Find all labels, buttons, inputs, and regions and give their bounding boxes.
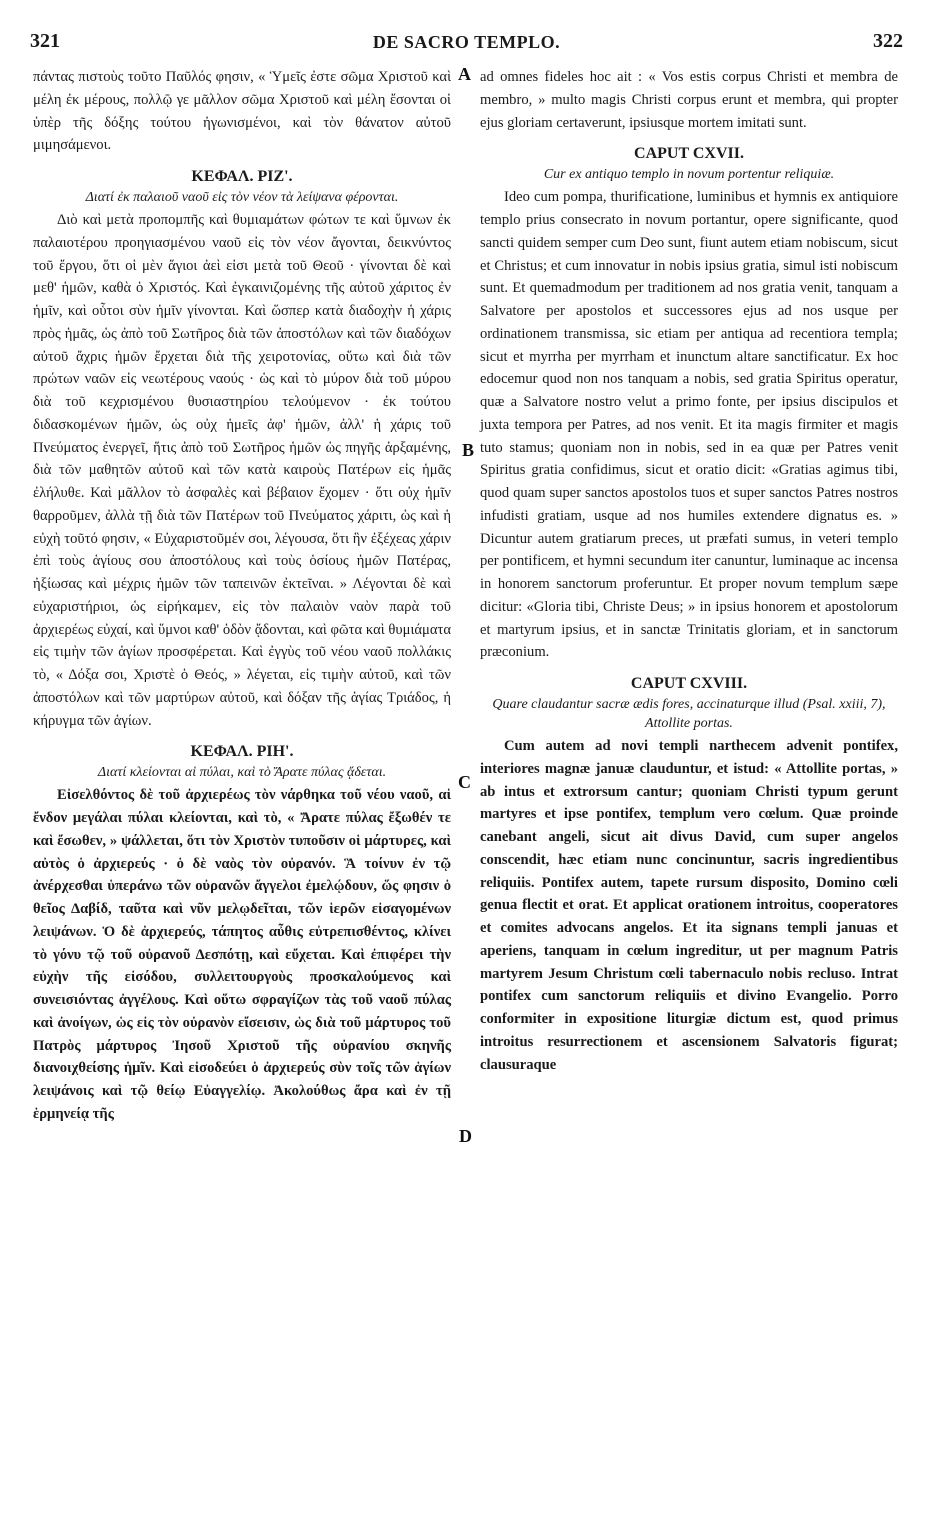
- latin-chapter-heading-118: CAPUT CXVIII.: [630, 675, 748, 692]
- latin-column: [480, 64, 898, 1530]
- latin-chapter-subtitle-117: Cur ex antiquo templo in novum portentur reliquiæ.: [543, 167, 835, 183]
- latin-chapter-subtitle-118: Quare claudantur sacræ ædis fores, accinaturque illud (Psal. xxiii, 7), Attollite portas.: [492, 697, 886, 731]
- section-marker-a: A: [458, 64, 471, 84]
- greek-paragraph-118: Εἰσελθόντος δὲ τοῦ ἀρχιερέως τὸν νάρθηκα τοῦ νέου ναοῦ, αἱ ἔνδον μεγάλαι πύλαι κλείονται, καὶ τὸ, « Ἄρατε πύλας ἔξωθέν τε καὶ ἔσωθεν, » ψάλλεται, ὅτι τὸν Χριστὸν τυποῦσιν οἱ μάρτυρες, καὶ αὐτὸς ὁ ἀρχιερεύς · ὁ δὲ ναὸς τὸν οὐρανόν. Ἃ τοίνυν ἐν τῷ ἀνέρχεσθαι ὑπεράνω τῶν οὐρανῶν ἄγγελοι ἐμελῴδουν, ὥς φησιν ὁ θεῖος Δαβίδ, ταῦτα καὶ νῦν μελῳδεῖται, τῶν ἱερῶν εἰσαγομένων λειψάνων. Ὁ δὲ ἀρχιερεύς, τάπητος αὖθις εὐτρεπισθέντος, κλίνει τὸ γόνυ τῷ τοῦ οὐρανοῦ Δεσπότῃ, καὶ εὔχεται. Καὶ ἐπιφέρει τὴν εὐχὴν τῆς εἰσόδου, συλλειτουργοὺς προσκαλούμενος καὶ συνεισιόντας ἀγγέλους. Καὶ οὕτω σφραγίζων τὰς τοῦ ναοῦ πύλας καὶ ἀνοίγων, ὡς εἰς τὸν οὐρανὸν εἴσεισιν, ὡς διὰ τοῦ μάρτυρος τοῦ Πατρὸς μάρτυρος Ἰησοῦ Χριστοῦ τῆς οὐρανίου σκηνῆς διανοιχθείσης ἡμῖν. Καὶ εἰσοδεύει ὁ ἀρχιερεύς σὺν τοῖς τῶν ἁγίων λειψάνοις καὶ τῷ θείῳ Εὐαγγελίῳ. Ἀκολούθως ἄρα καὶ ἐν τῇ ἑρμηνείᾳ τῆς: [33, 787, 451, 1122]
- greek-chapter-subtitle-118: Διατί κλείονται αἱ πύλαι, καὶ τὸ Ἄρατε πύλας ᾄδεται.: [97, 765, 387, 781]
- page-header: [30, 30, 903, 60]
- greek-paragraph-117: Διὸ καὶ μετὰ προπομπῆς καὶ θυμιαμάτων φώτων τε καὶ ὕμνων ἐκ παλαιοτέρου προηγιασμένου ναοῦ εἰς τὸν νέον ἄγονται, δεικνύντος τοῦ ἔργου, ὅτι οἱ μὲν ἅγιοι ἀεὶ εἰσι μετὰ τοῦ Θεοῦ · γίνονται δὲ καὶ μεθ' ἡμῶν, καθὰ ὁ Χριστός. Καὶ ἐγκαινιζομένης τῆς αὐτοῦ χάριτος ἐν ἡμῖν, καὶ οὗτοι σὺν ἡμῖν γίνονται. Καὶ ὥσπερ κατὰ διαδοχὴν ἡ χάρις πρὸς ἡμᾶς, ὡς ἀπὸ τοῦ Σωτῆρος διὰ τῶν ἀποστόλων καὶ τῶν διαδόχων αὐτοῦ ἄχρις ἡμῶν ἔρχεται διὰ τῆς χειροτονίας, οὕτω καὶ διὰ τῶν πρώτων ναῶν εἰς νεωτέρους ναούς · ὡς καὶ τὸ μύρον διὰ τοῦ μύρου διὰ τοῦ κεχρισμένου θυσιαστηρίου τελούμενον · ἐκ τούτου διδασκομένων ἡμῶν, ὡς οὐχ ἡμεῖς ἀφ' ἡμῶν, ἀλλ' ἡ χάρις τοῦ Πνεύματος ἐνεργεῖ, ἥτις ἀπὸ τοῦ Σωτῆρος ἡμῶν ὡς πηγῆς ἀρξαμένης, διὰ τῶν μαθητῶν αὐτοῦ καὶ τῶν κατὰ καιροὺς Πατέρων εἰς ἡμᾶς ἐλήλυθε. Καὶ μᾶλλον τὸ ἀσφαλὲς καὶ βέβαιον ἔχομεν · ὅτι οὐχ ἡμῖν θαρροῦμεν, ἀλλὰ τῇ διὰ τῶν Πατέρων τοῦ Πνεύματος χάριτι, ὡς καὶ ἡ εὐχὴ τοῦτό φησιν, « Εὐχαριστοῦμέν σοι, λέγουσα, ὅτι ἣν ἐξέχεας χάριν ἐπὶ τοὺς ἁγίους σου ἀποστόλους καὶ τοὺς ὁσίους ἡμῶν Πατέρας, ἠξίωσας καὶ μέχρις ἡμῶν τῶν ταπεινῶν ἐκτεῖναι. » Λέγονται δὲ καὶ εὐχαριστήριοι, ὡς εἰρήκαμεν, εἰς τὸν παλαιὸν ναὸν παρὰ τοῦ ἀρχιερέως εὐχαί, καὶ ὕμνοι καθ' ὁδὸν ᾄδονται, καὶ φῶτα καὶ θυμιάματα εἰς τιμὴν τῶν ἁγίων προσφέρεται. Καὶ ἐγγὺς τοῦ νέου ναοῦ πολλάκις τὸ, « Δόξα σοι, Χριστὲ ὁ Θεός, » λέγεται, εἰς τιμὴν αὐτοῦ, καὶ τῶν ἀποστόλων καὶ τῶν μαρτύρων αὐτοῦ, καὶ δόξαν τῆς ἁγίας Τριάδος, ἡ κήρυγμα τῶν ἁγίων.: [33, 212, 451, 729]
- page-number-left: 321: [30, 30, 60, 52]
- greek-paragraph-intro: πάντας πιστοὺς τοῦτο Παῦλός φησιν, « Ὑμεῖς ἐστε σῶμα Χριστοῦ καὶ μέλη ἐκ μέρους, πολλῷ γε μᾶλλον σῶμα Χριστοῦ καὶ μέλη ἔσονται οἱ ὑπὲρ τῆς δόξης τούτου ἠγωνισμένοι, καὶ τὸν θάνατον αὐτοῦ μιμησάμενοι.: [33, 69, 451, 154]
- page-number-right: 322: [873, 30, 903, 52]
- greek-chapter-heading-117: ΚΕΦΑΛ. ΡΙΖ'.: [191, 168, 293, 185]
- greek-chapter-heading-118: ΚΕΦΑΛ. ΡΙΗ'.: [190, 743, 294, 761]
- running-title: DE SACRO TEMPLO.: [372, 32, 561, 52]
- latin-paragraph-118: Cum autem ad novi templi narthecem advenit pontifex, interiores magnæ januæ clauduntur, et istud: « Attollite portas, » ab intus et extrorsum cantur; quoniam Christi typum gerunt martyres et ipse pontifex, templum vero cœlum. Quæ proinde canebant angeli, sicut ait divus David, cum super angelos conscendit, hæc etiam nunc concinuntur, sacris ingredientibus reliquiis. Pontifex autem, tapete rursum disposito, Domino cœli genua flectit et orat. Et applicat orationem introitus, cooperatores et comites advocans angelos. Et ita signans templi januas et aperiens, tanquam in cœlum ingreditur, ut per magnum Patris martyrem Jesum Christum cœli tabernaculo nobis recluso. Intrat pontifex cum sanctorum reliquiis et divino Evangelio. Porro conformiter in expositione liturgiæ dictum est, quod primus introitus resurrectionem et ascensionem Salvatoris figurat; clausuraque: [480, 738, 898, 1073]
- greek-column: [33, 64, 451, 1530]
- latin-chapter-heading-117: CAPUT CXVII.: [634, 145, 744, 163]
- section-marker-b: B: [462, 440, 475, 460]
- latin-paragraph-117: Ideo cum pompa, thurificatione, luminibus et hymnis ex antiquiore templo prius consecrato in novum portantur, opere significante, quod sancti quidem semper cum Deo sunt, fiunt autem etiam nobiscum, sicut et Christus; et cum innovatur in nobis ipsius gratia, simul isti nobiscum sunt. Et quemadmodum per traditionem ad nos gratia venit, tanquam a Salvatore per apostolos et successores ejus ad nos usque per ordinationem transmissa, sic etiam per antiqua ad recentiora templa; sicut et myrrha per myrrham et inunctum altare sanctificatur. Ex hoc edocemur quod non nos tanquam a nobis, sed gratia Spiritus operatur, quæ a Salvatore nostro velut a primo fonte, per ipsius discipulos et juxta tempora per Patres, ad nos venit. Et ita magis firmiter et magis tuto stamus; quoniam non in nobis, sed in ea quæ per Patres venit Spiritus gratia confidimus, sicut et oratio dicit: «Gratias agimus tibi, quod quam super sanctos apostolos tuos et super sanctos Patres nostros infudisti gratiam, usque ad nos humiles extendere dignatus es. » Dicuntur autem gratiarum preces, ut præfati sumus, in veteri templo per pontificem, et hymni secundum iter canuntur, luminaque ac incensa in honorem sanctorum proferuntur. Et proper novum templum sæpe dicitur: «Gloria tibi, Christe Deus; » in ipsius honorem et apostolorum et martyrum ipsius, et in sanctæ Trinitatis gloriam, et in sanctorum præconium.: [480, 189, 898, 661]
- section-marker-d: D: [459, 1126, 472, 1146]
- greek-chapter-subtitle-117: Διατί ἐκ παλαιοῦ ναοῦ εἰς τὸν νέον τὰ λείψανα φέρονται.: [85, 190, 399, 205]
- section-marker-c: C: [458, 772, 471, 792]
- latin-paragraph-intro: ad omnes fideles hoc ait : « Vos estis corpus Christi et membra de membro, » multo magis Christi corpus erunt et membra, qui propter ejus gloriam certaverunt, ipsiusque mortem imitati sunt.: [480, 69, 898, 131]
